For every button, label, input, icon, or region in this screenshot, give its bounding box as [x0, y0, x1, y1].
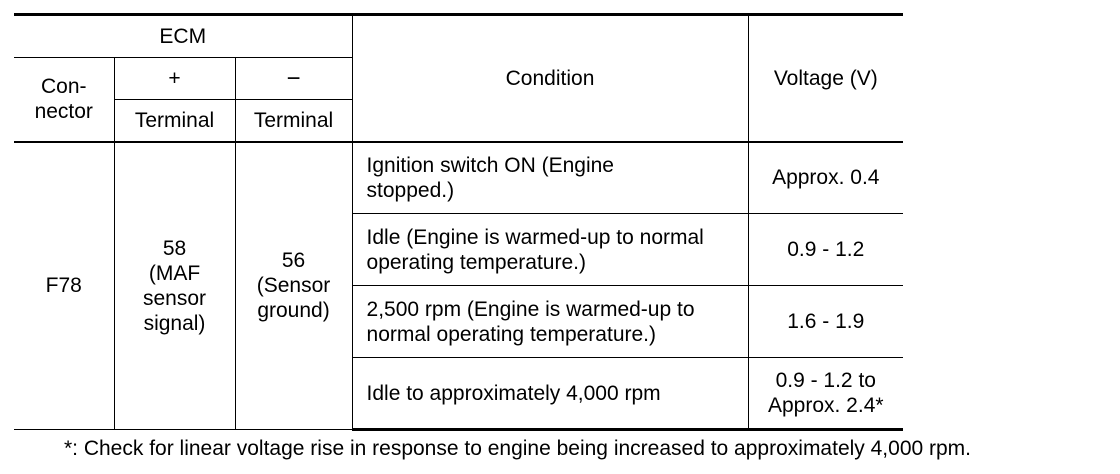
minus-terminal-cell: 56 (Sensor ground) — [235, 142, 352, 430]
header-terminal-minus: Terminal — [235, 100, 352, 142]
header-plus: + — [114, 58, 235, 100]
header-connector: Con- nector — [14, 58, 114, 142]
connector-cell: F78 — [14, 142, 114, 430]
condition-cell: Ignition switch ON (Engine stopped.) — [352, 142, 748, 214]
condition-cell: 2,500 rpm (Engine is warmed-up to normal operating temperature.) — [352, 286, 748, 358]
header-minus: − — [235, 58, 352, 100]
header-ecm: ECM — [14, 15, 352, 58]
voltage-cell: 0.9 - 1.2 to Approx. 2.4* — [748, 358, 903, 430]
footnote: *: Check for linear voltage rise in response to engine being increased to approximately 4,000 rpm. — [64, 437, 972, 460]
header-terminal-plus: Terminal — [114, 100, 235, 142]
voltage-cell: 0.9 - 1.2 — [748, 214, 903, 286]
condition-cell: Idle to approximately 4,000 rpm — [352, 358, 748, 430]
ecm-terminal-voltage-table — [14, 13, 903, 431]
voltage-cell: Approx. 0.4 — [748, 142, 903, 214]
header-condition: Condition — [352, 15, 748, 142]
voltage-cell: 1.6 - 1.9 — [748, 286, 903, 358]
condition-cell: Idle (Engine is warmed-up to normal operating temperature.) — [352, 214, 748, 286]
plus-terminal-cell: 58 (MAF sensor signal) — [114, 142, 235, 430]
header-voltage: Voltage (V) — [748, 15, 903, 142]
